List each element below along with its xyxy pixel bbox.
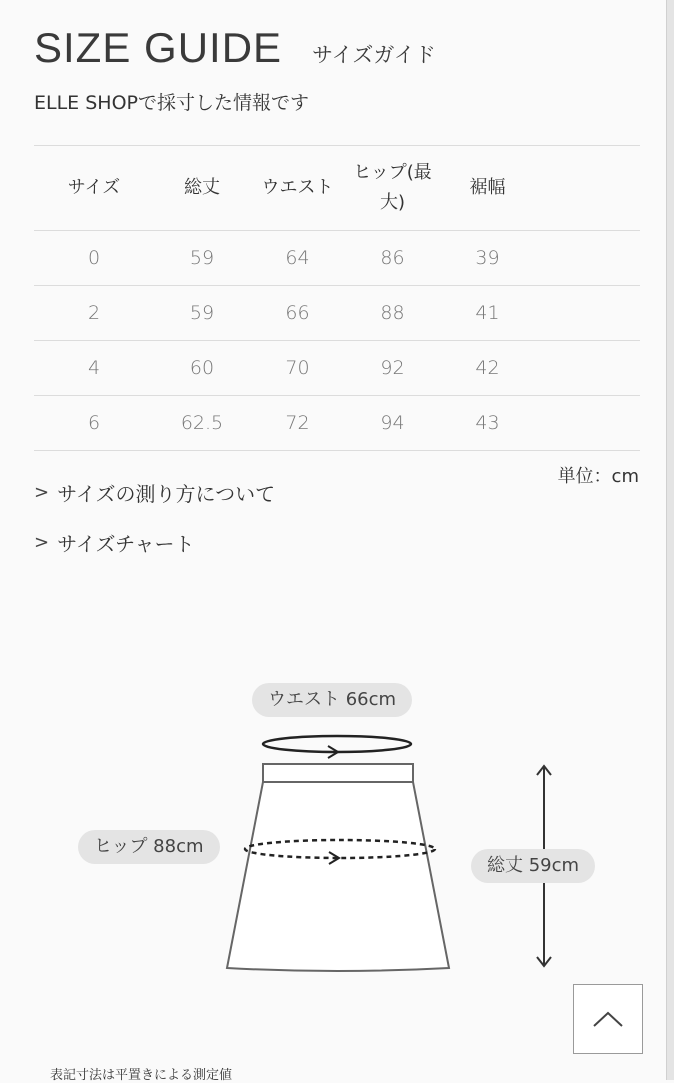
size-chart-label: サイズチャート <box>57 532 195 556</box>
table-row <box>34 341 640 396</box>
page-header <box>34 24 436 72</box>
table-row <box>34 286 640 341</box>
cell-total-length: 60 <box>154 341 250 396</box>
skirt-outline <box>227 782 449 971</box>
cell-waist: 64 <box>250 231 345 286</box>
cell-hip: 88 <box>345 286 440 341</box>
cell-empty <box>535 286 640 341</box>
how-to-measure-link[interactable] <box>34 478 275 507</box>
cell-total-length: 62.5 <box>154 396 250 451</box>
table-row <box>34 396 640 451</box>
chevron-right-icon: > <box>34 532 50 553</box>
cell-empty <box>535 231 640 286</box>
cell-size: 0 <box>34 231 154 286</box>
page-title-jp: サイズガイド <box>312 43 436 67</box>
cell-size: 6 <box>34 396 154 451</box>
column-header-total-length: 総丈 <box>154 146 250 231</box>
unit-label: 単位：cm <box>557 466 639 487</box>
cell-waist: 66 <box>250 286 345 341</box>
cell-hip: 94 <box>345 396 440 451</box>
page-title: SIZE GUIDE <box>34 24 283 71</box>
scroll-to-top-button[interactable] <box>573 984 643 1054</box>
cell-hem-width: 43 <box>440 396 535 451</box>
chevron-up-icon <box>591 1009 625 1029</box>
column-header-size: サイズ <box>34 146 154 231</box>
cell-waist: 72 <box>250 396 345 451</box>
length-label: 総丈 59cm <box>471 849 595 883</box>
cell-empty <box>535 396 640 451</box>
column-header-empty <box>535 146 640 231</box>
cell-size: 4 <box>34 341 154 396</box>
column-header-hip <box>345 146 440 231</box>
waist-label: ウエスト 66cm <box>252 683 412 717</box>
cell-total-length: 59 <box>154 286 250 341</box>
measurement-diagram <box>0 670 674 990</box>
cell-hem-width: 42 <box>440 341 535 396</box>
hip-label: ヒップ 88cm <box>78 830 220 864</box>
cell-empty <box>535 341 640 396</box>
waist-measure-line <box>263 736 411 752</box>
cell-size: 2 <box>34 286 154 341</box>
cell-total-length: 59 <box>154 231 250 286</box>
column-header-waist: ウエスト <box>250 146 345 231</box>
how-to-measure-label: サイズの測り方について <box>57 482 276 506</box>
cell-waist: 70 <box>250 341 345 396</box>
cell-hip: 92 <box>345 341 440 396</box>
cell-hip: 86 <box>345 231 440 286</box>
column-header-hem-width: 裾幅 <box>440 146 535 231</box>
table-header-row <box>34 146 640 231</box>
page-subtitle: ELLE SHOPで採寸した情報です <box>34 92 309 114</box>
column-header-hip-label: ヒップ(最大) <box>353 162 432 213</box>
table-row <box>34 231 640 286</box>
cell-hem-width: 41 <box>440 286 535 341</box>
size-table <box>34 145 640 451</box>
cell-hem-width: 39 <box>440 231 535 286</box>
chevron-right-icon: > <box>34 482 50 503</box>
footer-note: 表記寸法は平置きによる測定値 <box>50 1068 233 1083</box>
waistband <box>263 764 413 782</box>
size-chart-link[interactable] <box>34 528 195 557</box>
